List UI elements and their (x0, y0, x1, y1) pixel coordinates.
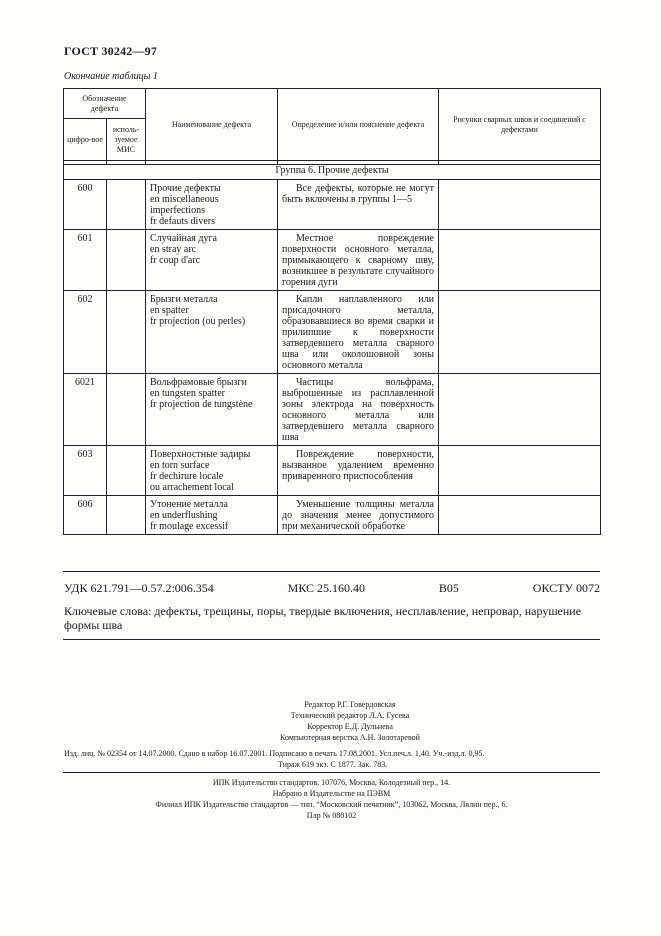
corrector-credit: Корректор Е.Д. Дульнева (307, 722, 393, 731)
defect-code: 602 (64, 291, 107, 374)
classification-line (64, 581, 600, 596)
defect-figure (439, 230, 601, 291)
defect-name-line: en miscellaneous (150, 194, 219, 205)
license-line: Изд. лиц. № 02354 от 14.07.2000. Сдано в набор 16.07.2001. Подписано в печать 17.08.2001. Усл.печ.л. 1,40. Уч.-изд.л. 0,95. (64, 749, 485, 758)
defect-name-line: Брызги металла (150, 294, 218, 305)
defect-name-line: fr projection de tungstène (150, 399, 253, 410)
keywords-divider (63, 639, 600, 640)
defect-name (146, 230, 278, 291)
header-numeric: цифро-вое (64, 119, 107, 161)
defect-name-line: en torn surface (150, 460, 210, 471)
defect-name-line: ou arrachement local (150, 482, 234, 493)
defect-name-line: Утонение металла (150, 499, 228, 510)
table-row (64, 496, 601, 535)
defect-name (146, 180, 278, 230)
tech-editor-credit: Технический редактор Л.А. Гусева (290, 711, 410, 720)
mis-code (107, 496, 146, 535)
publisher-block (63, 777, 600, 821)
defect-name-line: fr dechirure locale (150, 471, 224, 482)
defect-name (146, 291, 278, 374)
branch-line: Филиал ИПК Издательство стандартов — тип. “Московский печатник”, 103062, Москва, Лялин пер., 6. (155, 800, 508, 809)
mks-code: МКС 25.160.40 (287, 581, 366, 595)
defect-code: 603 (64, 446, 107, 496)
mis-code (107, 374, 146, 446)
defect-name-line: en spatter (150, 305, 189, 316)
group-title: Группа 6. Прочие дефекты (64, 165, 601, 180)
defect-figure (439, 180, 601, 230)
table-row (64, 374, 601, 446)
defect-name-line: fr coup d'arc (150, 255, 201, 266)
defect-definition: Местное повреждение поверхности основного металла, примыкающего к сварному шву, возникшее в результате случайного горения дуги (278, 230, 439, 291)
defect-name-line: Вольфрамовые брызги (150, 377, 247, 388)
defects-table (63, 88, 601, 535)
defect-definition: Все дефекты, которые не могут быть включены в группы 1—5 (278, 180, 439, 230)
defect-name-line: fr projection (ou perles) (150, 316, 246, 327)
header-name: Наименование дефекта (146, 89, 278, 161)
defect-definition: Частицы вольфрама, выброшенные из расплавленной зоны электрода на поверхность основного металла или затвердевшего металла сварного шва (278, 374, 439, 446)
table-row (64, 446, 601, 496)
defect-name-line: imperfections (150, 205, 205, 216)
defect-name-line: en underflushing (150, 510, 218, 521)
table-row (64, 230, 601, 291)
defect-name-line: fr moulage excessif (150, 521, 229, 532)
defect-code: 600 (64, 180, 107, 230)
print-data (64, 748, 604, 770)
mis-code (107, 446, 146, 496)
table-row (64, 291, 601, 374)
defect-name-line: en tungsten spatter (150, 388, 225, 399)
footer-divider (63, 571, 600, 572)
defect-name-line: en stray arc (150, 244, 197, 255)
defect-definition: Повреждение поверхности, вызванное удалением временно приваренного приспособления (278, 446, 439, 496)
plr-line: Плр № 080102 (306, 811, 357, 820)
publisher-line: ИПК Издательство стандартов, 107076, Москва, Колодезный пер., 14. (212, 778, 451, 787)
typeset-line: Набрано в Издательстве на ПЭВМ (272, 789, 391, 798)
defect-code: 601 (64, 230, 107, 291)
keywords: Ключевые слова: дефекты, трещины, поры, твердые включения, несплавление, непровар, нарушение формы шва (64, 604, 582, 632)
table-caption: Окончание таблицы 1 (64, 71, 158, 82)
defect-name (146, 496, 278, 535)
editor-credit: Редактор Р.Г. Говердовская (304, 700, 396, 709)
defect-name-line: fr defauts divers (150, 216, 215, 227)
credits-block (200, 699, 500, 743)
table-row (64, 180, 601, 230)
defect-code: 6021 (64, 374, 107, 446)
mis-code (107, 180, 146, 230)
print-run-line: Тираж 619 экз. С 1877. Зак. 783. (278, 760, 388, 769)
defect-figure (439, 291, 601, 374)
okstu-code: ОКСТУ 0072 (532, 581, 600, 595)
defect-code: 606 (64, 496, 107, 535)
defect-definition: Капли наплавленного или присадочного металла, образовавшиеся во время сварки и прилипшие к поверхности затвердевшего металла сварного шва или околошовной зоны основного металла (278, 291, 439, 374)
header-mis: исполь-зуемое МИС (107, 119, 146, 161)
defect-name (146, 446, 278, 496)
defect-name-line: Случайная дуга (150, 233, 217, 244)
imprint-divider (63, 772, 600, 773)
defect-name (146, 374, 278, 446)
header-definition: Определение и/или пояснение дефекта (278, 89, 439, 161)
header-figures: Рисунки сварных швов и соединений с дефектами (439, 89, 601, 161)
document-code: ГОСТ 30242—97 (64, 44, 158, 58)
defect-definition: Уменьшение толщины металла до значения менее допустимого при механической обработке (278, 496, 439, 535)
b05-code: В05 (438, 581, 459, 595)
mis-code (107, 291, 146, 374)
defect-name-line: Поверхностные задиры (150, 449, 251, 460)
defect-name-line: Прочие дефекты (150, 183, 221, 194)
defect-figure (439, 496, 601, 535)
layout-credit: Компьютерная верстка А.Н. Золотаревой (280, 733, 420, 742)
udk-code: УДК 621.791—0.57.2:006.354 (64, 581, 214, 595)
defect-figure (439, 374, 601, 446)
defect-figure (439, 446, 601, 496)
mis-code (107, 230, 146, 291)
header-designation: Обозначение дефекта (64, 89, 146, 119)
